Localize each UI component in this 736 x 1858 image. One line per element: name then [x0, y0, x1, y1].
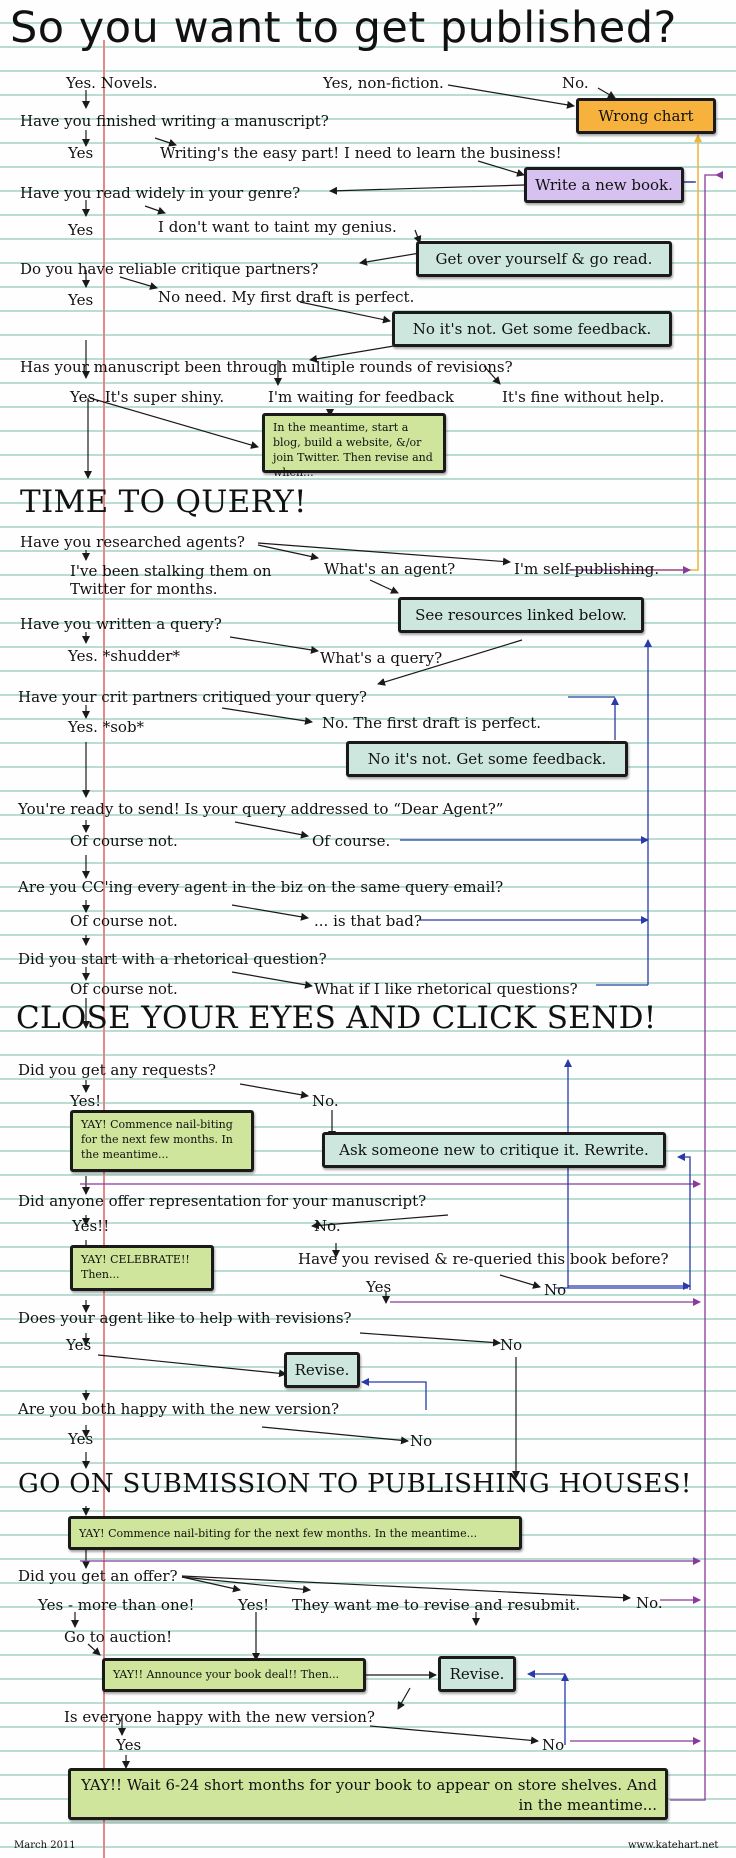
answer-no-requests: No.	[312, 1092, 339, 1110]
answer-of-course: Of course.	[312, 832, 391, 850]
answer-no-need: No need. My first draft is perfect.	[158, 288, 415, 306]
answer-taint-genius: I don't want to taint my genius.	[158, 218, 397, 236]
footer-date: March 2011	[14, 1840, 76, 1851]
question-read-widely: Have you read widely in your genre?	[20, 184, 301, 202]
option-no: No.	[562, 74, 589, 92]
question-requeried: Have you revised & re-queried this book before?	[298, 1250, 669, 1268]
answer-waiting-feedback: I'm waiting for feedback	[268, 388, 454, 406]
box-get-feedback-1: No it's not. Get some feedback.	[392, 311, 672, 347]
box-write-new-book: Write a new book.	[524, 167, 684, 203]
question-everyone-happy: Is everyone happy with the new version?	[64, 1708, 375, 1726]
question-researched-agents: Have you researched agents?	[20, 533, 245, 551]
answer-yes-both-happy: Yes	[68, 1430, 94, 1448]
question-dear-agent: You're ready to send! Is your query addressed to “Dear Agent?”	[18, 800, 504, 818]
box-celebrate: YAY! CELEBRATE!! Then...	[70, 1245, 214, 1291]
answer-yes-manuscript: Yes	[68, 144, 94, 162]
box-get-over-yourself: Get over yourself & go read.	[416, 241, 672, 277]
box-yay-nail-biting: YAY! Commence nail-biting for the next few months. In the meantime...	[70, 1110, 254, 1172]
answer-whats-a-query: What's a query?	[320, 649, 443, 667]
answer-first-draft-perfect: No. The first draft is perfect.	[322, 714, 542, 732]
answer-self-publishing: I'm self-publishing.	[514, 560, 660, 578]
answer-yes-offer: Yes!	[238, 1596, 270, 1614]
answer-yes-read: Yes	[68, 221, 94, 239]
answer-easy-part: Writing's the easy part! I need to learn the business!	[160, 144, 562, 162]
box-revise-2: Revise.	[438, 1656, 516, 1692]
heading-submission: GO ON SUBMISSION TO PUBLISHING HOUSES!	[18, 1469, 692, 1499]
answer-no-representation: No.	[314, 1217, 341, 1235]
answer-no-requeried: No	[544, 1281, 567, 1299]
option-nonfiction: Yes, non-fiction.	[323, 74, 444, 92]
answer-yes-representation: Yes!!	[72, 1217, 110, 1235]
heading-click-send: CLOSE YOUR EYES AND CLICK SEND!	[16, 1000, 657, 1036]
question-agent-revisions: Does your agent like to help with revisions?	[18, 1309, 352, 1327]
answer-yes-requeried: Yes	[366, 1278, 392, 1296]
box-meantime-blog: In the meantime, start a blog, build a website, &/or join Twitter. Then revise and when...	[262, 413, 446, 473]
answer-no-everyone-happy: No	[542, 1736, 565, 1754]
question-representation: Did anyone offer representation for your manuscript?	[18, 1192, 427, 1210]
footer-site: www.katehart.net	[628, 1840, 719, 1851]
answer-go-to-auction: Go to auction!	[64, 1628, 173, 1646]
box-final-wait: YAY!! Wait 6-24 short months for your book to appear on store shelves. And in the meantime...	[68, 1768, 668, 1820]
answer-of-course-not-2: Of course not.	[70, 912, 178, 930]
answer-shudder: Yes. *shudder*	[68, 647, 180, 665]
heading-time-to-query: TIME TO QUERY!	[20, 484, 307, 520]
box-wrong-chart: Wrong chart	[576, 98, 716, 134]
answer-what-if-rhetorical: What if I like rhetorical questions?	[314, 980, 578, 998]
box-revise-1: Revise.	[284, 1352, 360, 1388]
answer-of-course-not-3: Of course not.	[70, 980, 178, 998]
answer-is-that-bad: ... is that bad?	[314, 912, 422, 930]
question-requests: Did you get any requests?	[18, 1061, 216, 1079]
box-ask-someone-new: Ask someone new to critique it. Rewrite.	[322, 1132, 666, 1168]
answer-yes-requests: Yes!	[70, 1092, 102, 1110]
answer-yes-agent-revisions: Yes	[66, 1336, 92, 1354]
box-get-feedback-2: No it's not. Get some feedback.	[346, 741, 628, 777]
answer-yes-everyone-happy: Yes	[116, 1736, 142, 1754]
question-manuscript: Have you finished writing a manuscript?	[20, 112, 329, 130]
question-cc-agents: Are you CC'ing every agent in the biz on the same query email?	[18, 878, 504, 896]
answer-more-than-one: Yes - more than one!	[38, 1596, 195, 1614]
page-title: So you want to get published?	[10, 3, 677, 53]
question-both-happy: Are you both happy with the new version?	[18, 1400, 340, 1418]
box-see-resources: See resources linked below.	[398, 597, 644, 633]
answer-fine-without-help: It's fine without help.	[502, 388, 665, 406]
box-yay-submission: YAY! Commence nail-biting for the next few months. In the meantime...	[68, 1516, 522, 1550]
question-written-query: Have you written a query?	[20, 615, 222, 633]
question-critique-partners: Do you have reliable critique partners?	[20, 260, 319, 278]
option-novels: Yes. Novels.	[66, 74, 158, 92]
answer-super-shiny: Yes. It's super shiny.	[70, 388, 225, 406]
question-offer: Did you get an offer?	[18, 1567, 178, 1585]
answer-revise-resubmit: They want me to revise and resubmit.	[292, 1596, 581, 1614]
answer-stalking: I've been stalking them on Twitter for months.	[70, 562, 272, 598]
question-crit-query: Have your crit partners critiqued your query?	[18, 688, 367, 706]
question-revisions: Has your manuscript been through multiple rounds of revisions?	[20, 358, 513, 376]
answer-no-both-happy: No	[410, 1432, 433, 1450]
answer-whats-an-agent: What's an agent?	[324, 560, 456, 578]
answer-sob: Yes. *sob*	[68, 718, 145, 736]
answer-of-course-not-1: Of course not.	[70, 832, 178, 850]
answer-no-agent-revisions: No	[500, 1336, 523, 1354]
question-rhetorical: Did you start with a rhetorical question?	[18, 950, 327, 968]
answer-yes-critique: Yes	[68, 291, 94, 309]
answer-no-offer: No.	[636, 1594, 663, 1612]
box-book-deal: YAY!! Announce your book deal!! Then...	[102, 1658, 366, 1692]
